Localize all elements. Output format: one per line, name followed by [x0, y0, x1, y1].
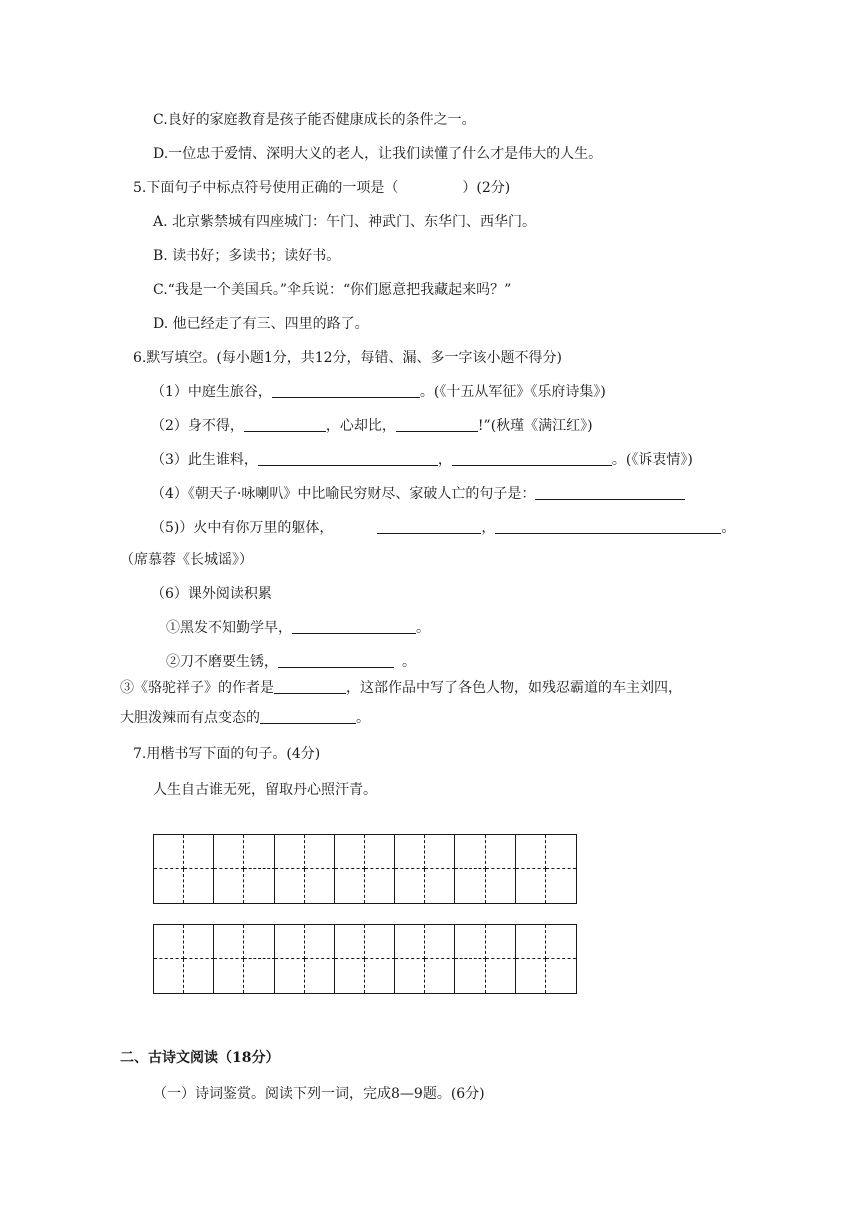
grid-cell[interactable] — [516, 835, 546, 869]
grid-cell[interactable] — [365, 869, 395, 903]
q6-item-6-3-blank-1[interactable] — [274, 679, 346, 694]
q6-item-4-text: （4）《朝天子·咏喇叭》中比喻民穷财尽、家破人亡的句子是： — [151, 486, 536, 502]
grid-cell[interactable] — [365, 925, 395, 959]
q6-item-5 — [151, 518, 735, 538]
writing-grid-1[interactable] — [153, 834, 577, 904]
grid-cell[interactable] — [546, 959, 576, 993]
q5-stem-score: ）(2分) — [462, 180, 511, 196]
grid-cell[interactable] — [335, 869, 365, 903]
grid-cell[interactable] — [275, 959, 305, 993]
q6-item-1 — [151, 382, 606, 402]
q6-item-3 — [151, 450, 693, 470]
q6-item-2-blank-1[interactable] — [244, 417, 326, 432]
grid-cell[interactable] — [365, 959, 395, 993]
grid-cell[interactable] — [455, 959, 485, 993]
grid-cell[interactable] — [486, 925, 516, 959]
grid-cell[interactable] — [154, 835, 184, 869]
grid-cell[interactable] — [395, 925, 425, 959]
grid-cell[interactable] — [214, 835, 244, 869]
grid-cell[interactable] — [305, 959, 335, 993]
q6-item-1-blank[interactable] — [272, 383, 420, 398]
grid-cell[interactable] — [305, 869, 335, 903]
q6-item-6-3-cont — [120, 708, 370, 728]
grid-cell[interactable] — [244, 869, 274, 903]
q6-item-6-2-blank[interactable] — [278, 653, 394, 668]
q6-stem: 6.默写填空。(每小题1分，共12分，每错、漏、多一字该小题不得分) — [133, 350, 563, 366]
q6-item-6-3-cont-text: 大胆泼辣而有点变态的 — [120, 710, 260, 726]
grid-cell[interactable] — [275, 869, 305, 903]
grid-cell[interactable] — [275, 925, 305, 959]
q6-item-5-blank-2[interactable] — [495, 519, 721, 534]
grid-cell[interactable] — [154, 925, 184, 959]
q6-item-6-1-blank[interactable] — [292, 619, 416, 634]
grid-cell[interactable] — [425, 869, 455, 903]
q6-item-6-1 — [166, 618, 430, 638]
q6-item-3-blank-2[interactable] — [452, 451, 612, 466]
q6-item-5-text: （5)）火中有你万里的躯体， — [151, 520, 334, 536]
grid-cell[interactable] — [516, 959, 546, 993]
q6-item-4-blank[interactable] — [535, 485, 685, 500]
q5-option-c: C.“我是一个美国兵。”伞兵说：“你们愿意把我藏起来吗？” — [153, 282, 512, 298]
grid-cell[interactable] — [244, 835, 274, 869]
q6-item-1-source: 。(《十五从军征》《乐府诗集》) — [419, 384, 606, 400]
grid-cell[interactable] — [455, 835, 485, 869]
q7-stem: 7.用楷书写下面的句子。(4分) — [133, 746, 321, 762]
grid-cell[interactable] — [214, 869, 244, 903]
q5-stem-text: 5.下面句子中标点符号使用正确的一项是（ — [133, 180, 399, 196]
q6-item-5-source: （席慕蓉《长城谣》） — [120, 552, 253, 568]
grid-cell[interactable] — [516, 869, 546, 903]
grid-cell[interactable] — [305, 925, 335, 959]
q6-item-5-comma: ， — [481, 520, 496, 536]
grid-cell[interactable] — [455, 925, 485, 959]
q5-option-a: A. 北京紫禁城有四座城门：午门、神武门、东华门、西华门。 — [153, 214, 537, 230]
grid-cell[interactable] — [546, 869, 576, 903]
q6-item-5-blank-1[interactable] — [377, 519, 481, 534]
grid-cell[interactable] — [546, 925, 576, 959]
grid-cell[interactable] — [455, 869, 485, 903]
grid-cell[interactable] — [486, 959, 516, 993]
grid-cell[interactable] — [214, 959, 244, 993]
grid-cell[interactable] — [425, 959, 455, 993]
q6-item-6-1-end: 。 — [416, 620, 430, 636]
q6-item-6-2-text: ②刀不磨要生锈， — [166, 654, 278, 670]
q6-item-2-source: !”(秋瑾《满江红》) — [477, 418, 593, 434]
q4-option-c: C.良好的家庭教育是孩子能否健康成长的条件之一。 — [153, 112, 476, 128]
grid-cell[interactable] — [546, 835, 576, 869]
grid-cell[interactable] — [244, 959, 274, 993]
q6-item-5-end: 。 — [721, 520, 736, 536]
grid-cell[interactable] — [154, 959, 184, 993]
q6-item-6-3-text: ③《骆驼祥子》的作者是 — [120, 680, 274, 696]
q5-stem — [133, 178, 510, 198]
q6-item-2-text: （2）身不得， — [151, 418, 244, 434]
q5-option-d: D. 他已经走了有三、四里的路了。 — [153, 316, 369, 332]
grid-cell[interactable] — [335, 959, 365, 993]
grid-cell[interactable] — [305, 835, 335, 869]
grid-cell[interactable] — [335, 835, 365, 869]
q6-item-6-2 — [166, 652, 416, 672]
grid-cell[interactable] — [275, 835, 305, 869]
section-2-title: 二、古诗文阅读（18分） — [120, 1050, 280, 1066]
q6-item-6-2-end: 。 — [402, 654, 416, 670]
grid-cell[interactable] — [486, 869, 516, 903]
grid-cell[interactable] — [214, 925, 244, 959]
q6-item-6-heading: （6）课外阅读积累 — [151, 586, 272, 602]
grid-cell[interactable] — [154, 869, 184, 903]
q6-item-6-3-blank-2[interactable] — [260, 709, 356, 724]
q5-option-b: B. 读书好；多读书；读好书。 — [153, 248, 341, 264]
q6-item-3-source: 。(《诉衷情》) — [611, 452, 693, 468]
q7-sentence: 人生自古谁无死，留取丹心照汗青。 — [153, 782, 377, 798]
grid-cell[interactable] — [244, 925, 274, 959]
grid-cell[interactable] — [395, 869, 425, 903]
grid-cell[interactable] — [486, 835, 516, 869]
q6-item-6-3 — [120, 678, 682, 698]
grid-cell[interactable] — [425, 925, 455, 959]
grid-cell[interactable] — [395, 835, 425, 869]
q6-item-2-blank-2[interactable] — [396, 417, 478, 432]
grid-cell[interactable] — [425, 835, 455, 869]
q6-item-2 — [151, 416, 593, 436]
q6-item-4 — [151, 484, 685, 504]
q4-option-d: D.一位忠于爱情、深明大义的老人，让我们读懂了什么才是伟大的人生。 — [153, 146, 603, 162]
writing-grid-2[interactable] — [153, 924, 577, 994]
grid-cell[interactable] — [516, 925, 546, 959]
q6-item-1-text: （1）中庭生旅谷， — [151, 384, 272, 400]
q6-item-3-text: （3）此生谁料， — [151, 452, 258, 468]
q6-item-6-3-mid: ，这部作品中写了各色人物，如残忍霸道的车主刘四， — [346, 680, 682, 696]
q6-item-2-mid: ，心却比， — [325, 418, 396, 434]
grid-cell[interactable] — [395, 959, 425, 993]
grid-cell[interactable] — [335, 925, 365, 959]
section-2-subtitle: （一）诗词鉴赏。阅读下列一词，完成8—9题。(6分) — [153, 1086, 485, 1102]
grid-cell[interactable] — [184, 925, 214, 959]
grid-cell[interactable] — [184, 835, 214, 869]
q6-item-6-3-end: 。 — [356, 710, 370, 726]
grid-cell[interactable] — [184, 869, 214, 903]
grid-cell[interactable] — [365, 835, 395, 869]
grid-cell[interactable] — [184, 959, 214, 993]
q6-item-6-1-text: ①黑发不知勤学早， — [166, 620, 292, 636]
q6-item-3-comma: ， — [437, 452, 452, 468]
q6-item-3-blank-1[interactable] — [258, 451, 438, 466]
